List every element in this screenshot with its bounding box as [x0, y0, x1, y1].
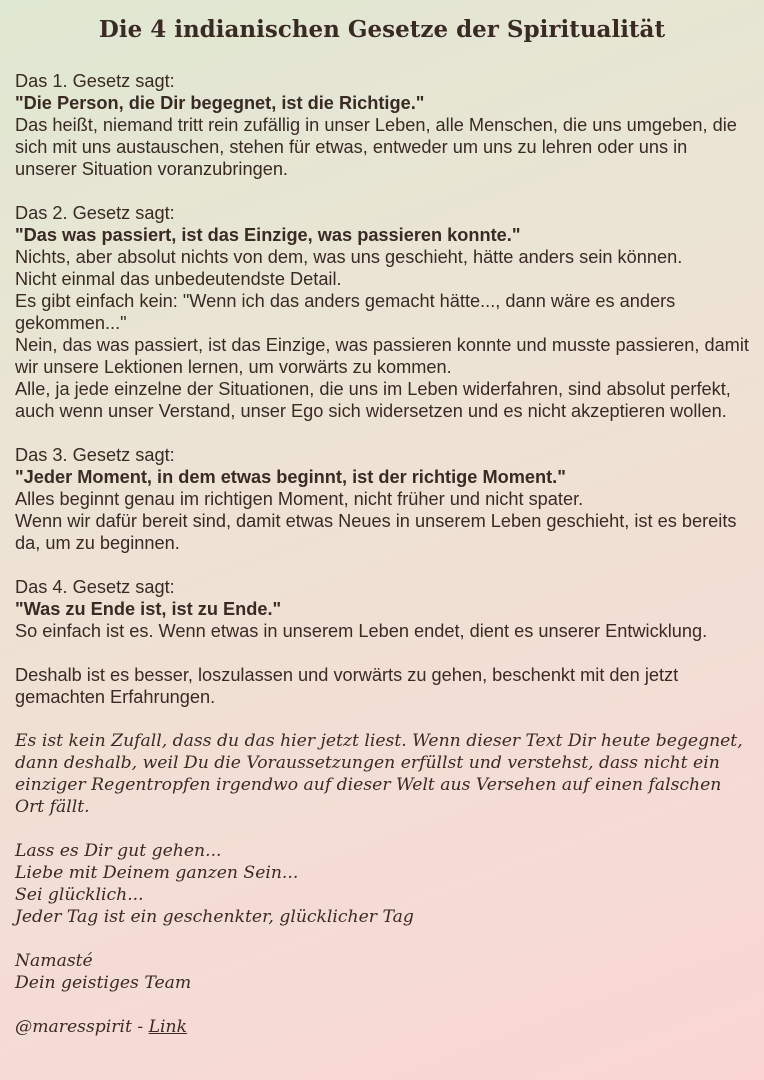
- law-text: Es gibt einfach kein: "Wenn ich das anders gemacht hätte..., dann wäre es anders gekommen...": [15, 291, 676, 333]
- law-text: Wenn wir dafür bereit sind, damit etwas Neues in unserem Leben geschieht, ist es bereits da, um zu beginnen.: [15, 511, 737, 553]
- signature-block: [15, 950, 749, 994]
- law-quote: "Das was passiert, ist das Einzige, was passieren konnte.": [15, 225, 521, 245]
- wish-line: Lass es Dir gut gehen...: [15, 841, 222, 861]
- law-intro: Das 4. Gesetz sagt:: [15, 577, 175, 597]
- law-4: [15, 576, 749, 642]
- law-text: Nichts, aber absolut nichts von dem, was uns geschieht, hätte anders sein können.: [15, 247, 683, 267]
- law-intro: Das 1. Gesetz sagt:: [15, 71, 175, 91]
- law-1: [15, 70, 749, 180]
- wishes-block: [15, 840, 749, 928]
- law-text: Alles beginnt genau im richtigen Moment, nicht früher und nicht spater.: [15, 489, 584, 509]
- law-text: So einfach ist es. Wenn etwas in unserem Leben endet, dient es unserer Entwicklung.: [15, 621, 708, 641]
- law-quote: "Die Person, die Dir begegnet, ist die Richtige.": [15, 93, 425, 113]
- law-text: Nein, das was passiert, ist das Einzige, was passieren konnte und musste passieren, damit wir unsere Lektionen lernen, um vorwärts zu kommen.: [15, 335, 749, 377]
- law-2: [15, 202, 749, 422]
- law-quote: "Jeder Moment, in dem etwas beginnt, ist der richtige Moment.": [15, 467, 566, 487]
- law-intro: Das 2. Gesetz sagt:: [15, 203, 175, 223]
- closing-paragraph: [15, 730, 749, 818]
- credit-handle: @maresspirit -: [15, 1017, 149, 1037]
- law-intro: Das 3. Gesetz sagt:: [15, 445, 175, 465]
- signature-line: Dein geistiges Team: [15, 973, 192, 993]
- law-3: [15, 444, 749, 554]
- law-text: Das heißt, niemand tritt rein zufällig in unser Leben, alle Menschen, die uns umgeben, die sich mit uns austauschen, stehen für etwas, entweder um uns zu lehren oder uns in unserer Situation voranzubringen.: [15, 115, 737, 179]
- law-text: Nicht einmal das unbedeutendste Detail.: [15, 269, 342, 289]
- credit-line: [15, 1016, 749, 1038]
- page-title: Die 4 indianischen Gesetze der Spiritualität: [98, 16, 666, 43]
- conclusion-text: Deshalb ist es besser, loszulassen und vorwärts zu gehen, beschenkt mit den jetzt gemachten Erfahrungen.: [15, 665, 679, 707]
- closing-text: Es ist kein Zufall, dass du das hier jetzt liest. Wenn dieser Text Dir heute begegnet, dann deshalb, weil Du die Voraussetzungen erfüllst und verstehst, dass nicht ein einziger Regentropfen irgendwo auf dieser Welt aus Versehen auf einen falschen Ort fällt.: [15, 731, 743, 817]
- wish-line: Sei glücklich...: [15, 885, 144, 905]
- source-link[interactable]: Link: [148, 1017, 188, 1037]
- wish-line: Jeder Tag ist ein geschenkter, glücklicher Tag: [15, 907, 414, 927]
- law-quote: "Was zu Ende ist, ist zu Ende.": [15, 599, 282, 619]
- law-text: Alle, ja jede einzelne der Situationen, die uns im Leben widerfahren, sind absolut perfekt, auch wenn unser Verstand, unser Ego sich widersetzen und es nicht akzeptieren wollen.: [15, 379, 731, 421]
- signature-line: Namasté: [15, 951, 93, 971]
- wish-line: Liebe mit Deinem ganzen Sein...: [15, 863, 299, 883]
